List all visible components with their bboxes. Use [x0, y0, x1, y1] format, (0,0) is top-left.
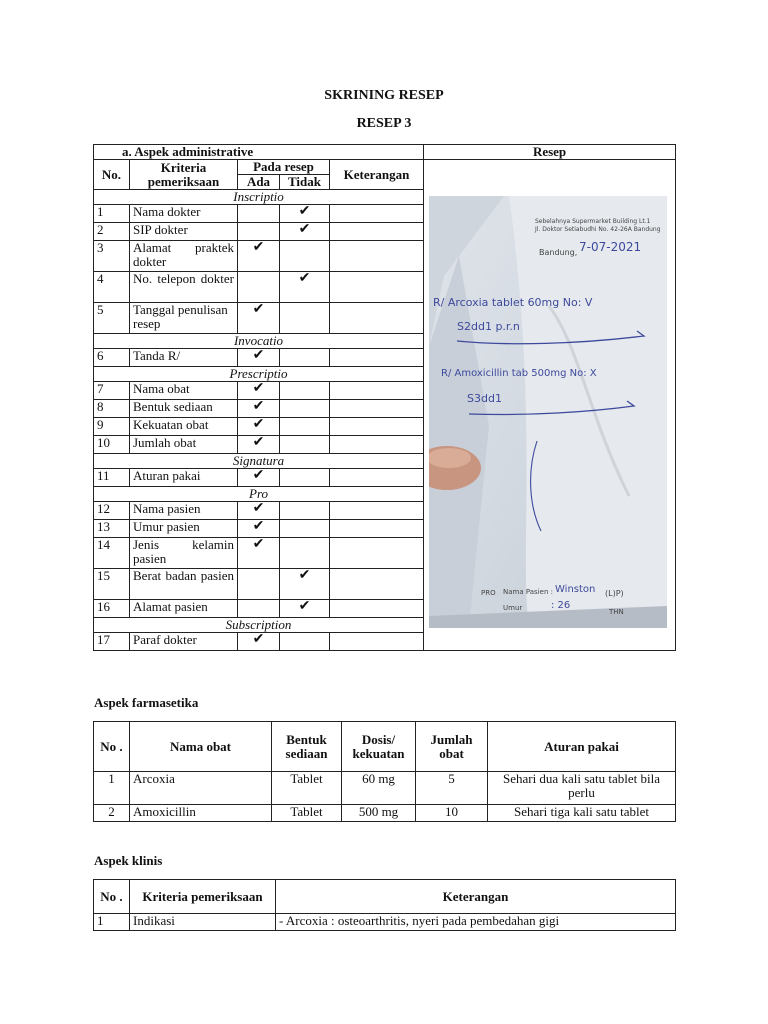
tidak-cell	[280, 241, 330, 272]
check-icon: ✔	[298, 599, 311, 614]
ada-cell	[238, 418, 280, 436]
farmasetika-row	[94, 772, 676, 805]
row-number: 3	[94, 241, 130, 272]
farm-col-jumlah: Jumlah obat	[416, 722, 488, 772]
tidak-cell	[280, 538, 330, 569]
row-number: 10	[94, 436, 130, 454]
check-icon: ✔	[298, 271, 311, 286]
check-icon: ✔	[252, 399, 265, 414]
row-number: 9	[94, 418, 130, 436]
row-number: 8	[94, 400, 130, 418]
umur-label: Umur	[503, 604, 523, 612]
ada-cell	[238, 349, 280, 367]
klinis-cell-no: 1	[94, 914, 130, 931]
ada-cell	[238, 205, 280, 223]
check-icon: ✔	[252, 435, 265, 450]
row-number: 2	[94, 223, 130, 241]
row-number: 11	[94, 469, 130, 487]
check-icon: ✔	[298, 204, 311, 219]
tidak-cell	[280, 303, 330, 334]
keterangan-cell	[330, 223, 424, 241]
tidak-cell	[280, 469, 330, 487]
keterangan-cell	[330, 469, 424, 487]
check-icon: ✔	[252, 302, 265, 317]
check-icon: ✔	[298, 568, 311, 583]
prescription-photo	[429, 196, 667, 628]
handwritten-strokes	[429, 196, 667, 628]
keterangan-cell	[330, 633, 424, 651]
row-number: 15	[94, 569, 130, 600]
col-keterangan-header: Keterangan	[330, 160, 424, 190]
keterangan-cell	[330, 205, 424, 223]
keterangan-cell	[330, 303, 424, 334]
farm-cell-bentuk: Tablet	[272, 805, 342, 822]
row-criteria-label: Jenis kelamin pasien	[130, 538, 238, 569]
keterangan-cell	[330, 241, 424, 272]
farm-cell-aturan: Sehari tiga kali satu tablet	[488, 805, 676, 822]
col-ada-header: Ada	[238, 175, 280, 190]
ada-cell	[238, 272, 280, 303]
ada-cell	[238, 400, 280, 418]
farm-cell-dosis: 60 mg	[342, 772, 416, 805]
print-header-line-2: Jl. Doktor Setiabudhi No. 42-26A Bandung	[535, 226, 661, 233]
keterangan-cell	[330, 400, 424, 418]
ada-cell	[238, 241, 280, 272]
klinis-col-keterangan: Keterangan	[276, 880, 676, 914]
page-subtitle: RESEP 3	[356, 116, 412, 131]
farm-cell-nama: Amoxicillin	[130, 805, 272, 822]
section-label-signatura: Signatura	[94, 454, 424, 469]
tidak-cell	[280, 600, 330, 618]
row-criteria-label: Nama obat	[130, 382, 238, 400]
section-label-pro: Pro	[94, 487, 424, 502]
check-icon: ✔	[252, 501, 265, 516]
check-icon: ✔	[252, 537, 265, 552]
ada-cell	[238, 520, 280, 538]
row-criteria-label: Jumlah obat	[130, 436, 238, 454]
farm-cell-aturan: Sehari dua kali satu tablet bila perlu	[488, 772, 676, 805]
thn-label: THN	[609, 608, 624, 616]
row-number: 14	[94, 538, 130, 569]
keterangan-cell	[330, 538, 424, 569]
keterangan-cell	[330, 272, 424, 303]
row-number: 13	[94, 520, 130, 538]
tidak-cell	[280, 349, 330, 367]
keterangan-cell	[330, 436, 424, 454]
rx1-line2: S2dd1 p.r.n	[457, 320, 520, 333]
row-criteria-label: Alamat praktek dokter	[130, 241, 238, 272]
row-number: 5	[94, 303, 130, 334]
col-pada-resep-header: Pada resep	[238, 160, 330, 175]
farm-col-bentuk: Bentuk sediaan	[272, 722, 342, 772]
check-icon: ✔	[252, 240, 265, 255]
row-criteria-label: SIP dokter	[130, 223, 238, 241]
row-criteria-label: Alamat pasien	[130, 600, 238, 618]
klinis-cell-kriteria: Indikasi	[130, 914, 276, 931]
section-a-header: a. Aspek administrative	[94, 145, 424, 160]
col-tidak-header: Tidak	[280, 175, 330, 190]
farm-cell-no: 2	[94, 805, 130, 822]
ada-cell	[238, 633, 280, 651]
farm-col-dosis: Dosis/ kekuatan	[342, 722, 416, 772]
tidak-cell	[280, 569, 330, 600]
klinis-col-kriteria: Kriteria pemeriksaan	[130, 880, 276, 914]
keterangan-cell	[330, 349, 424, 367]
date-label: Bandung,	[539, 248, 578, 257]
col-no-header: No.	[94, 160, 130, 190]
print-header-line-1: Sebelahnya Supermarket Building Lt.1	[535, 218, 651, 225]
ada-cell	[238, 502, 280, 520]
tidak-cell	[280, 272, 330, 303]
row-criteria-label: Aturan pakai	[130, 469, 238, 487]
row-number: 4	[94, 272, 130, 303]
keterangan-cell	[330, 520, 424, 538]
rx1-line1: R/ Arcoxia tablet 60mg No: V	[433, 296, 593, 309]
row-criteria-label: No. telepon dokter	[130, 272, 238, 303]
nama-pasien-label: Nama Pasien :	[503, 588, 553, 596]
check-icon: ✔	[252, 348, 265, 363]
klinis-col-no: No .	[94, 880, 130, 914]
check-icon: ✔	[252, 381, 265, 396]
page-title: SKRINING RESEP	[324, 88, 444, 103]
tidak-cell	[280, 223, 330, 241]
umur-value: : 26	[551, 600, 571, 611]
row-number: 1	[94, 205, 130, 223]
farmasetika-row	[94, 805, 676, 822]
tidak-cell	[280, 418, 330, 436]
section-label-inscriptio: Inscriptio	[94, 190, 424, 205]
row-criteria-label: Kekuatan obat	[130, 418, 238, 436]
tidak-cell	[280, 205, 330, 223]
resep-header: Resep	[424, 145, 676, 160]
tidak-cell	[280, 633, 330, 651]
check-icon: ✔	[252, 632, 265, 647]
farm-cell-nama: Arcoxia	[130, 772, 272, 805]
check-icon: ✔	[298, 222, 311, 237]
farm-col-nama: Nama obat	[130, 722, 272, 772]
section-label-invocatio: Invocatio	[94, 334, 424, 349]
ada-cell	[238, 436, 280, 454]
keterangan-cell	[330, 418, 424, 436]
row-criteria-label: Umur pasien	[130, 520, 238, 538]
keterangan-cell	[330, 502, 424, 520]
farm-col-no: No .	[94, 722, 130, 772]
farm-cell-jumlah: 10	[416, 805, 488, 822]
row-criteria-label: Berat badan pasien	[130, 569, 238, 600]
tidak-cell	[280, 400, 330, 418]
tidak-cell	[280, 436, 330, 454]
farm-cell-jumlah: 5	[416, 772, 488, 805]
check-icon: ✔	[252, 519, 265, 534]
tidak-cell	[280, 382, 330, 400]
farm-cell-no: 1	[94, 772, 130, 805]
check-icon: ✔	[252, 468, 265, 483]
klinis-row	[94, 914, 676, 931]
keterangan-cell	[330, 600, 424, 618]
pro-label: PRO	[481, 589, 496, 597]
row-number: 17	[94, 633, 130, 651]
row-number: 12	[94, 502, 130, 520]
row-number: 6	[94, 349, 130, 367]
keterangan-cell	[330, 569, 424, 600]
date-value: 7-07-2021	[579, 240, 642, 254]
ada-cell	[238, 600, 280, 618]
klinis-cell-keterangan: - Arcoxia : osteoarthritis, nyeri pada pembedahan gigi	[276, 914, 676, 931]
ada-cell	[238, 223, 280, 241]
row-criteria-label: Nama pasien	[130, 502, 238, 520]
col-kriteria-header: Kriteria pemeriksaan	[130, 160, 238, 190]
farm-cell-dosis: 500 mg	[342, 805, 416, 822]
section-label-prescriptio: Prescriptio	[94, 367, 424, 382]
ada-cell	[238, 469, 280, 487]
row-criteria-label: Tanggal penulisan resep	[130, 303, 238, 334]
rx2-line1: R/ Amoxicillin tab 500mg No: X	[441, 368, 597, 379]
gender-value: (L)P)	[605, 589, 624, 598]
klinis-heading: Aspek klinis	[94, 853, 163, 868]
row-criteria-label: Paraf dokter	[130, 633, 238, 651]
section-label-subscription: Subscription	[94, 618, 424, 633]
farmasetika-table	[93, 721, 676, 822]
keterangan-cell	[330, 382, 424, 400]
tidak-cell	[280, 520, 330, 538]
ada-cell	[238, 303, 280, 334]
rx2-line2: S3dd1	[467, 392, 502, 405]
row-number: 7	[94, 382, 130, 400]
nama-pasien-value: Winston	[555, 584, 596, 595]
farmasetika-heading: Aspek farmasetika	[94, 695, 199, 710]
row-criteria-label: Bentuk sediaan	[130, 400, 238, 418]
klinis-table	[93, 879, 676, 931]
farm-col-aturan: Aturan pakai	[488, 722, 676, 772]
farm-cell-bentuk: Tablet	[272, 772, 342, 805]
row-number: 16	[94, 600, 130, 618]
row-criteria-label: Nama dokter	[130, 205, 238, 223]
tidak-cell	[280, 502, 330, 520]
ada-cell	[238, 538, 280, 569]
check-icon: ✔	[252, 417, 265, 432]
ada-cell	[238, 382, 280, 400]
ada-cell	[238, 569, 280, 600]
row-criteria-label: Tanda R/	[130, 349, 238, 367]
